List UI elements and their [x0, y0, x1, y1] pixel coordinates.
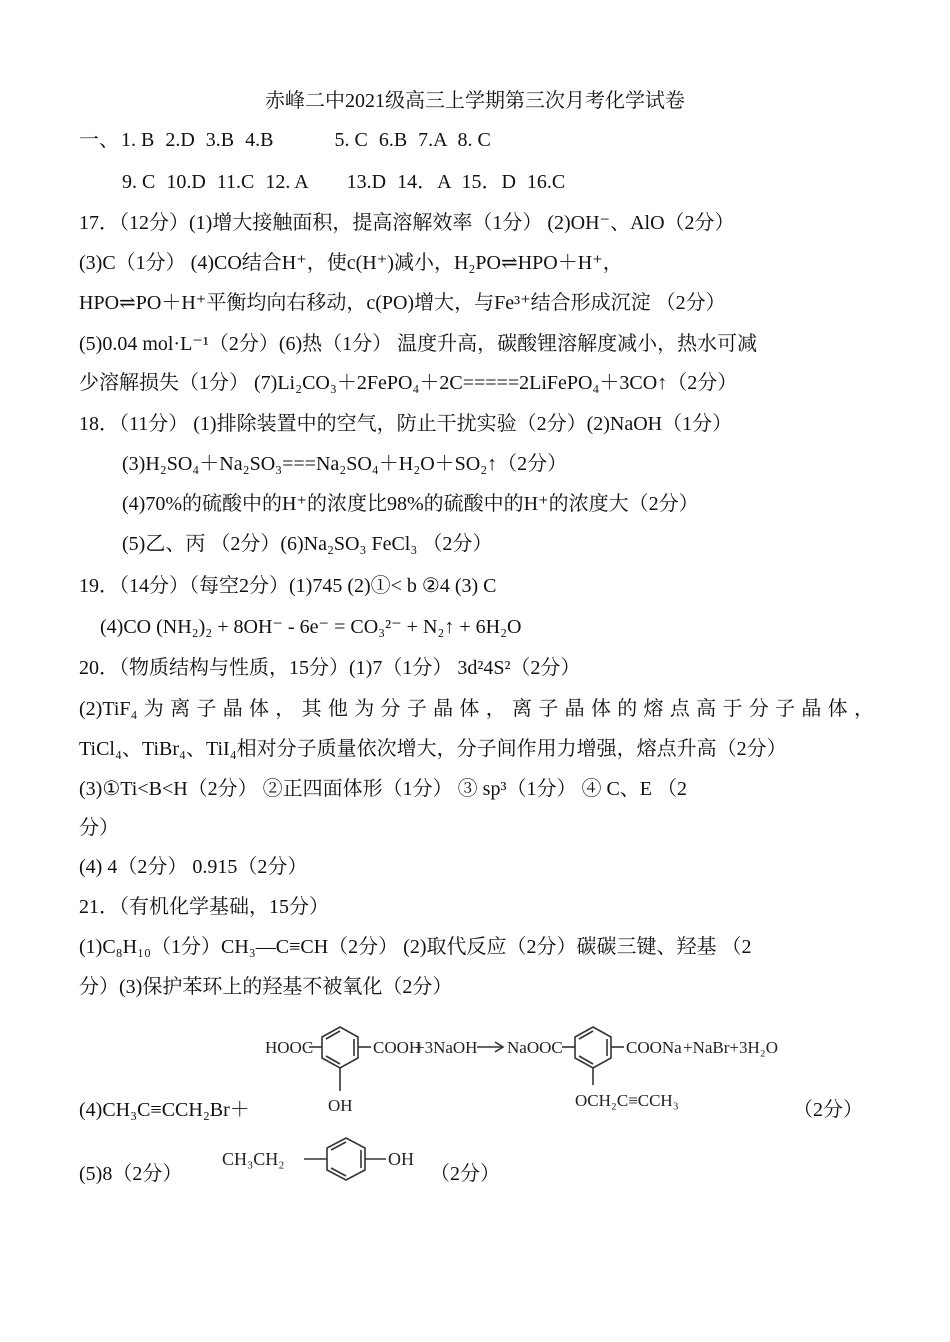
- ethylphenol-structure: [220, 1134, 430, 1186]
- q21-line-3: 分）(3)保护苯环上的羟基不被氧化（2分）: [79, 976, 453, 998]
- q19-line-1: 19．（14分）（每空2分）(1)745 (2)①< b ②4 (3) C: [79, 575, 497, 597]
- q21-line-5-prefix: (5)8（2分）: [79, 1163, 183, 1185]
- q17-line-3: HPO⇌PO＋H⁺平衡均向右移动，c(PO)增大，与Fe³⁺结合形成沉淀 （2分）: [79, 292, 726, 314]
- q20-line-4: (3)①Ti<B<H（2分） ②正四面体形（1分） ③ sp³（1分） ④ C、E （2: [79, 778, 687, 800]
- q17-line-5: 少溶解损失（1分） (7)Li₂CO₃＋2FePO₄＋2C=====2LiFePO₄＋3CO↑（2分）: [79, 372, 738, 394]
- q17-line-1: 17．（12分）(1)增大接触面积，提高溶解效率（1分） (2)OH⁻、AlO（2分）: [79, 212, 735, 234]
- section-marker: 一、: [79, 129, 119, 151]
- mc-answer: 8. C: [457, 129, 491, 151]
- mc-answer: 14．A: [397, 171, 451, 193]
- mc-answer: 11.C: [216, 171, 255, 193]
- product-right-group: COONa: [626, 1038, 682, 1057]
- product-left-group: NaOOC: [507, 1038, 563, 1057]
- mc-answer: 1. B: [121, 129, 155, 151]
- q18-line-4: (5)乙、丙 （2分）(6)Na₂SO₃ FeCl₃ （2分）: [122, 533, 493, 555]
- q21-line-5-score: （2分）: [430, 1163, 500, 1185]
- q19-line-2: (4)CO (NH₂)₂ + 8OH⁻ - 6e⁻ = CO₃²⁻ + N₂↑ + 6H₂O: [100, 616, 522, 638]
- mc-answer: 15．D: [461, 171, 516, 193]
- mc-answer: 7.A: [418, 129, 447, 151]
- q17-line-2: (3)C（1分） (4)CO结合H⁺，使c(H⁺)减小，H₂PO⇌HPO＋H⁺，: [79, 252, 623, 274]
- mc-answer: 13.D: [346, 171, 387, 193]
- mc-answer: 2.D: [165, 129, 195, 151]
- mc-answer: 6.B: [378, 129, 408, 151]
- mc-answer: 5. C: [334, 129, 368, 151]
- page-title: 赤峰二中2021级高三上学期第三次月考化学试卷: [265, 90, 685, 112]
- q20-line-6: (4) 4（2分） 0.915（2分）: [79, 856, 308, 878]
- q20-line-1: 20．（物质结构与性质，15分）(1)7（1分） 3d²4S²（2分）: [79, 657, 581, 679]
- reactant-left-group: HOOC: [265, 1038, 314, 1057]
- q20-line-3: TiCl₄、TiBr₄、TiI₄相对分子质量依次增大，分子间作用力增强，熔点升高（2分）: [79, 738, 787, 760]
- ethyl-group: CH₃CH₂: [222, 1149, 285, 1169]
- hydroxyl-group: OH: [388, 1149, 414, 1169]
- mc-answers-row-1: [79, 126, 491, 154]
- mc-answers-row-2: [122, 168, 565, 196]
- mc-answer: 3.B: [205, 129, 235, 151]
- reaction-structure-diagram: [255, 1015, 800, 1120]
- reagent-label: +3NaOH: [415, 1038, 478, 1057]
- mc-answer: 10.D: [166, 171, 206, 193]
- q18-line-3: (4)70%的硫酸中的H⁺的浓度比98%的硫酸中的H⁺的浓度大（2分）: [122, 493, 699, 515]
- q21-line-1: 21．（有机化学基础，15分）: [79, 896, 329, 918]
- q17-line-4: (5)0.04 mol·L⁻¹（2分）(6)热（1分） 温度升高，碳酸锂溶解度减小，热水可减: [79, 333, 758, 355]
- q18-line-2: (3)H₂SO₄＋Na₂SO₃===Na₂SO₄＋H₂O＋SO₂↑（2分）: [122, 453, 568, 475]
- reactant-right-group: COOH: [373, 1038, 422, 1057]
- q21-line-4-prefix: (4)CH₃C≡CCH₂Br＋: [79, 1099, 250, 1121]
- mc-answer: 9. C: [122, 171, 156, 193]
- q18-line-1: 18．（11分） (1)排除装置中的空气，防止干扰实验（2分）(2)NaOH（1分）: [79, 413, 733, 435]
- q21-line-4-score: （2分）: [793, 1099, 863, 1121]
- reactant-substituent: OH: [328, 1096, 353, 1115]
- product-substituent: OCH₂C≡CCH₃: [575, 1091, 679, 1110]
- q20-line-2: (2)TiF₄为离子晶体，其他为分子晶体，离子晶体的熔点高于分子晶体，: [79, 698, 874, 720]
- byproducts-label: +NaBr+3H₂O: [683, 1038, 778, 1057]
- q20-line-5: 分）: [79, 817, 119, 839]
- q21-line-2: (1)C₈H₁₀（1分）CH₃—C≡CH（2分） (2)取代反应（2分）碳碳三键、羟基 （2: [79, 936, 752, 958]
- mc-answer: 16.C: [526, 171, 566, 193]
- mc-answer: 12. A: [265, 171, 308, 193]
- mc-answer: 4.B: [245, 129, 274, 151]
